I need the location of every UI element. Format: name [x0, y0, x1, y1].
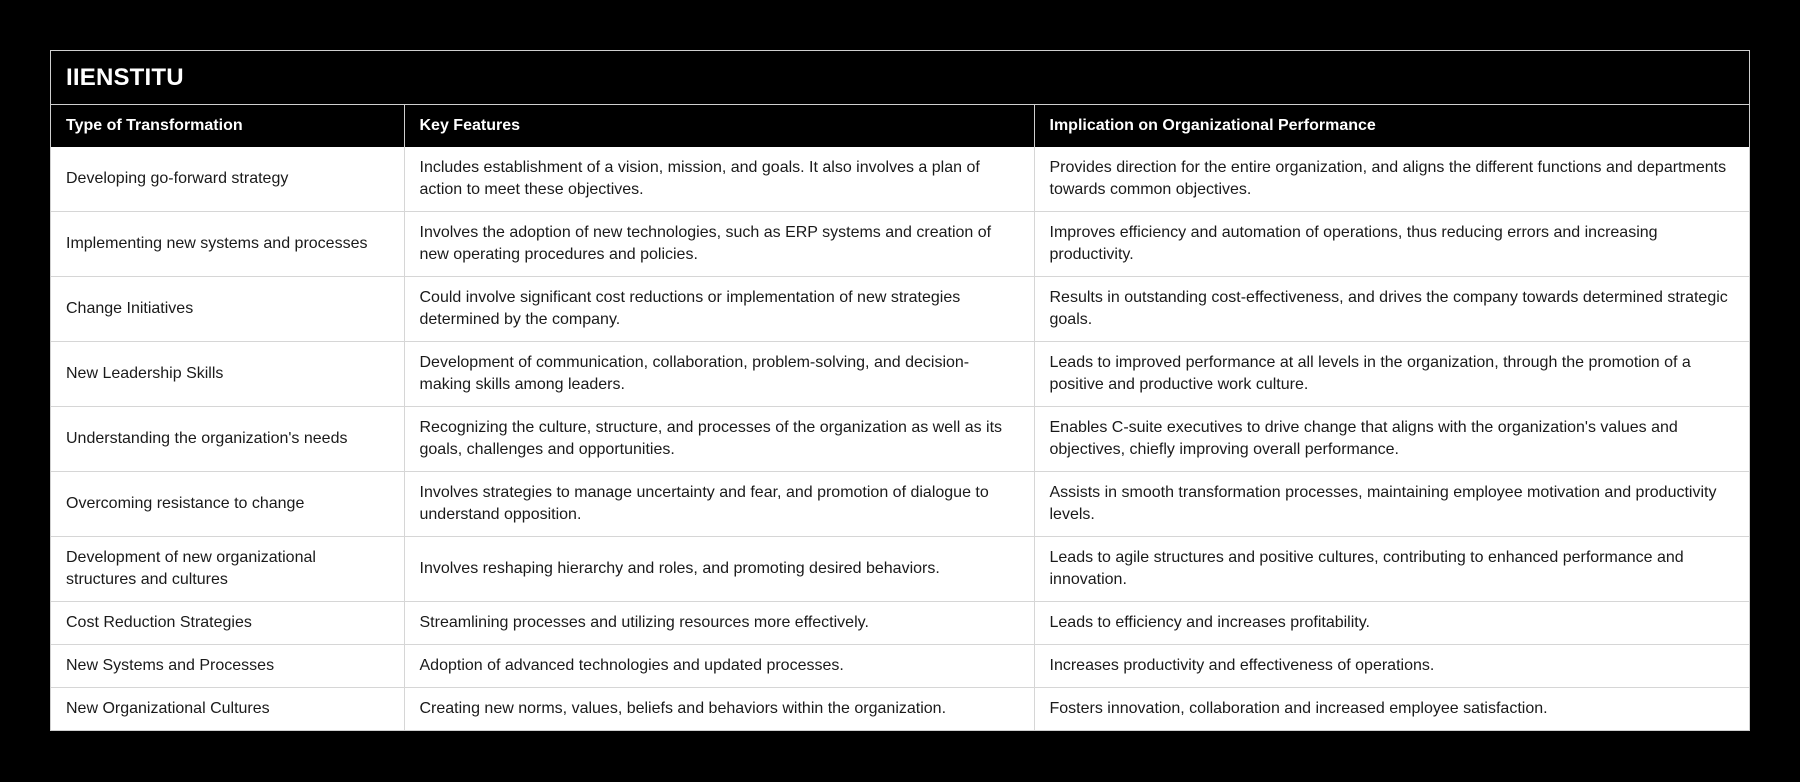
cell-features: Creating new norms, values, beliefs and behaviors within the organization. [404, 688, 1034, 731]
transformation-table [51, 105, 1749, 730]
header-implication: Implication on Organizational Performance [1034, 105, 1749, 147]
cell-features: Recognizing the culture, structure, and processes of the organization as well as its goals, challenges and opportunities. [404, 407, 1034, 472]
cell-type: New Systems and Processes [51, 645, 404, 688]
table-row [51, 277, 1749, 342]
cell-features: Involves the adoption of new technologies, such as ERP systems and creation of new operating procedures and policies. [404, 212, 1034, 277]
cell-implication: Fosters innovation, collaboration and increased employee satisfaction. [1034, 688, 1749, 731]
table-title: IIENSTITU [51, 51, 1749, 105]
cell-implication: Assists in smooth transformation processes, maintaining employee motivation and productivity levels. [1034, 472, 1749, 537]
cell-implication: Improves efficiency and automation of operations, thus reducing errors and increasing productivity. [1034, 212, 1749, 277]
cell-implication: Increases productivity and effectiveness of operations. [1034, 645, 1749, 688]
table-row [51, 602, 1749, 645]
table-row [51, 537, 1749, 602]
table-row [51, 472, 1749, 537]
cell-features: Includes establishment of a vision, mission, and goals. It also involves a plan of action to meet these objectives. [404, 147, 1034, 212]
cell-type: Cost Reduction Strategies [51, 602, 404, 645]
cell-implication: Leads to improved performance at all levels in the organization, through the promotion of a positive and productive work culture. [1034, 342, 1749, 407]
cell-features: Involves reshaping hierarchy and roles, and promoting desired behaviors. [404, 537, 1034, 602]
table-row [51, 342, 1749, 407]
cell-features: Adoption of advanced technologies and updated processes. [404, 645, 1034, 688]
cell-type: Understanding the organization's needs [51, 407, 404, 472]
cell-features: Streamlining processes and utilizing resources more effectively. [404, 602, 1034, 645]
table-row [51, 147, 1749, 212]
transformation-table-container [50, 50, 1750, 731]
cell-type: Overcoming resistance to change [51, 472, 404, 537]
cell-type: Developing go-forward strategy [51, 147, 404, 212]
header-type: Type of Transformation [51, 105, 404, 147]
cell-features: Could involve significant cost reductions or implementation of new strategies determined by the company. [404, 277, 1034, 342]
cell-type: New Leadership Skills [51, 342, 404, 407]
table-row [51, 645, 1749, 688]
cell-implication: Leads to agile structures and positive cultures, contributing to enhanced performance and innovation. [1034, 537, 1749, 602]
cell-type: Change Initiatives [51, 277, 404, 342]
cell-features: Involves strategies to manage uncertainty and fear, and promotion of dialogue to understand opposition. [404, 472, 1034, 537]
cell-type: Implementing new systems and processes [51, 212, 404, 277]
cell-implication: Provides direction for the entire organization, and aligns the different functions and departments towards common objectives. [1034, 147, 1749, 212]
cell-implication: Results in outstanding cost-effectiveness, and drives the company towards determined strategic goals. [1034, 277, 1749, 342]
table-header-row [51, 105, 1749, 147]
table-row [51, 212, 1749, 277]
cell-implication: Enables C-suite executives to drive change that aligns with the organization's values and objectives, chiefly improving overall performance. [1034, 407, 1749, 472]
cell-implication: Leads to efficiency and increases profitability. [1034, 602, 1749, 645]
cell-type: Development of new organizational structures and cultures [51, 537, 404, 602]
cell-type: New Organizational Cultures [51, 688, 404, 731]
table-row [51, 688, 1749, 731]
table-row [51, 407, 1749, 472]
header-features: Key Features [404, 105, 1034, 147]
cell-features: Development of communication, collaboration, problem-solving, and decision-making skills among leaders. [404, 342, 1034, 407]
